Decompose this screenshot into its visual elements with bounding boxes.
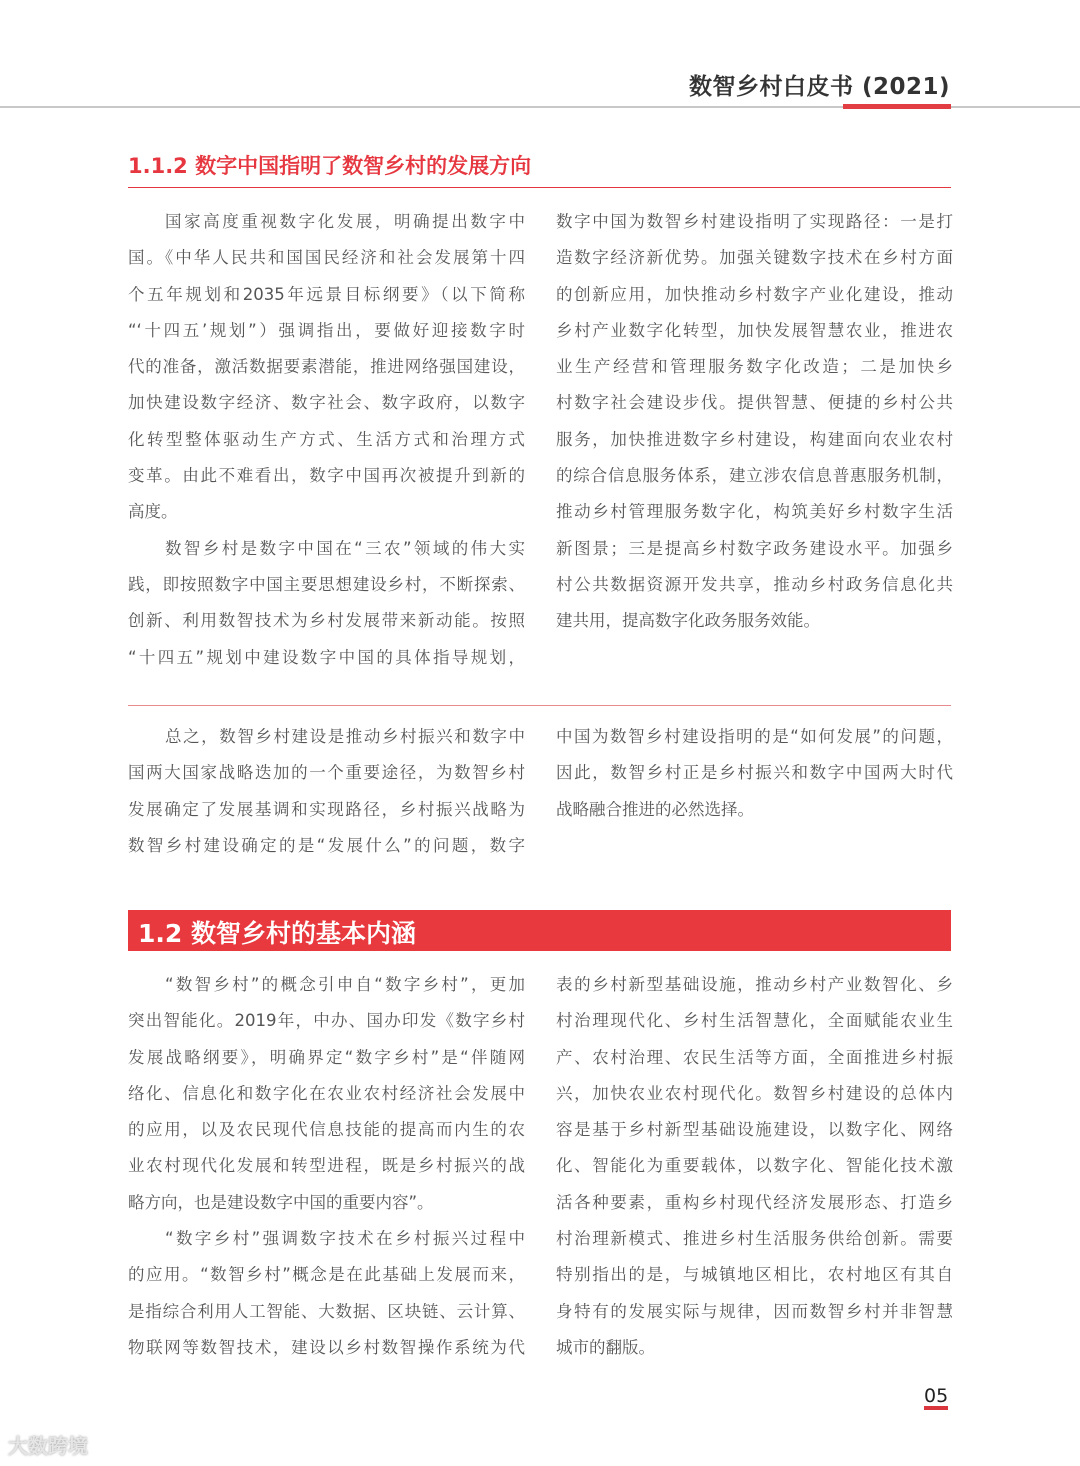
block-2-left-column xyxy=(128,719,525,864)
text-line: 建共用，提高数字化政务服务效能。 xyxy=(556,611,820,631)
text-line: 身特有的发展实际与规律，因而数智乡村并非智慧 xyxy=(556,1301,953,1321)
section-banner-1-2 xyxy=(128,910,951,951)
block-2-right-column xyxy=(556,719,953,828)
text-line: 国家高度重视数字化发展，明确提出数字中 xyxy=(165,212,525,231)
section-heading-rule xyxy=(128,187,951,188)
text-line: 业农村现代化发展和转型进程，既是乡村振兴的战 xyxy=(128,1156,525,1176)
text-line: 活各种要素，重构乡村现代经济发展形态、打造乡 xyxy=(556,1192,953,1212)
text-line: 兴，加快农业农村现代化。数智乡村建设的总体内 xyxy=(556,1083,953,1103)
paragraph xyxy=(556,719,953,828)
text-line: 加快建设数字经济、数字社会、数字政府，以数字 xyxy=(128,393,525,413)
header-accent-bar xyxy=(843,104,951,109)
text-line: 服务，加快推进数字乡村建设，构建面向农业农村 xyxy=(556,429,953,449)
block-3-left-column xyxy=(128,967,525,1366)
text-line: 化转型整体驱动生产方式、生活方式和治理方式 xyxy=(128,429,525,449)
text-line: 村治理新模式、推进乡村生活服务供给创新。需要 xyxy=(556,1229,953,1249)
text-line: “十四五”规划中建设数字中国的具体指导规划， xyxy=(128,647,525,667)
paragraph xyxy=(128,531,525,676)
text-line: 个五年规划和2035年远景目标纲要》（以下简称 xyxy=(128,284,525,304)
text-line: 产、农村治理、农民生活等方面，全面推进乡村振 xyxy=(556,1047,953,1067)
text-line: 物联网等数智技术，建设以乡村数智操作系统为代 xyxy=(128,1337,525,1357)
text-line: 变革。由此不难看出，数字中国再次被提升到新的 xyxy=(128,466,525,486)
watermark-logo: 大数跨境 xyxy=(8,1434,88,1458)
text-line: 是指综合利用人工智能、大数据、区块链、云计算、 xyxy=(128,1301,525,1321)
block-1-left-column xyxy=(128,204,525,676)
text-line: 数智乡村建设确定的是“发展什么”的问题，数字 xyxy=(128,835,525,855)
text-line: 络化、信息化和数字化在农业农村经济社会发展中 xyxy=(128,1083,525,1103)
text-line: 乡村产业数字化转型，加快发展智慧农业，推进农 xyxy=(556,320,953,340)
text-line: 战略融合推进的必然选择。 xyxy=(556,799,754,819)
paragraph xyxy=(556,204,953,640)
paragraph xyxy=(128,967,525,1221)
text-line: 国。《中华人民共和国国民经济和社会发展第十四 xyxy=(128,248,525,268)
text-line: 的综合信息服务体系，建立涉农信息普惠服务机制， xyxy=(556,466,953,486)
page-number: 05 xyxy=(924,1386,948,1410)
text-line: 造数字经济新优势。加强关键数字技术在乡村方面 xyxy=(556,248,953,268)
text-line: 村公共数据资源开发共享，推动乡村政务信息化共 xyxy=(556,574,953,594)
text-line: 业生产经营和管理服务数字化改造；二是加快乡 xyxy=(556,357,953,377)
text-line: 国两大国家战略迭加的一个重要途径，为数智乡村 xyxy=(128,763,525,783)
text-line: 化、智能化为重要载体，以数字化、智能化技术激 xyxy=(556,1156,953,1176)
text-line: 容是基于乡村新型基础设施建设，以数字化、网络 xyxy=(556,1120,953,1140)
text-line: 中国为数智乡村建设指明的是“如何发展”的问题， xyxy=(556,727,953,746)
text-line: 高度。 xyxy=(128,502,178,522)
text-line: 表的乡村新型基础设施，推动乡村产业数智化、乡 xyxy=(556,975,953,994)
text-line: 的创新应用，加快推动乡村数字产业化建设，推动 xyxy=(556,284,953,304)
paragraph xyxy=(128,719,525,864)
text-line: 特别指出的是，与城镇地区相比，农村地区有其自 xyxy=(556,1265,953,1285)
paragraph xyxy=(556,967,953,1366)
text-line: 践，即按照数字中国主要思想建设乡村，不断探索、 xyxy=(128,574,525,594)
text-line: 代的准备，激活数据要素潜能，推进网络强国建设， xyxy=(128,357,525,377)
block-1-right-column xyxy=(556,204,953,640)
text-line: 突出智能化。2019年，中办、国办印发《数字乡村 xyxy=(128,1011,525,1031)
text-line: 总之，数智乡村建设是推动乡村振兴和数字中 xyxy=(165,727,525,746)
text-line: 推动乡村管理服务数字化，构筑美好乡村数字生活 xyxy=(556,502,953,522)
section-heading-1-2: 1.2 数智乡村的基本内涵 xyxy=(138,919,416,948)
text-line: 新图景；三是提高乡村数字政务建设水平。加强乡 xyxy=(556,538,953,558)
text-line: 因此，数智乡村正是乡村振兴和数字中国两大时代 xyxy=(556,763,953,783)
text-line: “数智乡村”的概念引申自“数字乡村”，更加 xyxy=(165,975,525,994)
block-divider xyxy=(128,705,951,706)
text-line: 的应用。“数智乡村”概念是在此基础上发展而来， xyxy=(128,1265,525,1285)
text-line: 略方向，也是建设数字中国的重要内容”。 xyxy=(128,1192,434,1212)
paragraph xyxy=(128,204,525,531)
section-heading-1-1-2: 1.1.2 数字中国指明了数智乡村的发展方向 xyxy=(128,154,532,178)
text-line: 数智乡村是数字中国在“三农”领域的伟大实 xyxy=(165,538,525,558)
text-line: “数字乡村”强调数字技术在乡村振兴过程中 xyxy=(165,1229,525,1249)
document-title: 数智乡村白皮书 (2021) xyxy=(688,74,950,100)
text-line: 村治理现代化、乡村生活智慧化，全面赋能农业生 xyxy=(556,1011,953,1031)
text-line: 的应用，以及农民现代信息技能的提高而内生的农 xyxy=(128,1120,525,1140)
text-line: 城市的翻版。 xyxy=(556,1337,655,1357)
text-line: 数字中国为数智乡村建设指明了实现路径：一是打 xyxy=(556,212,953,231)
text-line: “‘十四五’规划”）强调指出，要做好迎接数字时 xyxy=(128,320,525,340)
text-line: 发展确定了发展基调和实现路径，乡村振兴战略为 xyxy=(128,799,525,819)
text-line: 村数字社会建设步伐。提供智慧、便捷的乡村公共 xyxy=(556,393,953,413)
block-3-right-column xyxy=(556,967,953,1366)
paragraph xyxy=(128,1221,525,1366)
text-line: 创新、利用数智技术为乡村发展带来新动能。按照 xyxy=(128,611,525,631)
text-line: 发展战略纲要》，明确界定“数字乡村”是“伴随网 xyxy=(128,1047,525,1067)
